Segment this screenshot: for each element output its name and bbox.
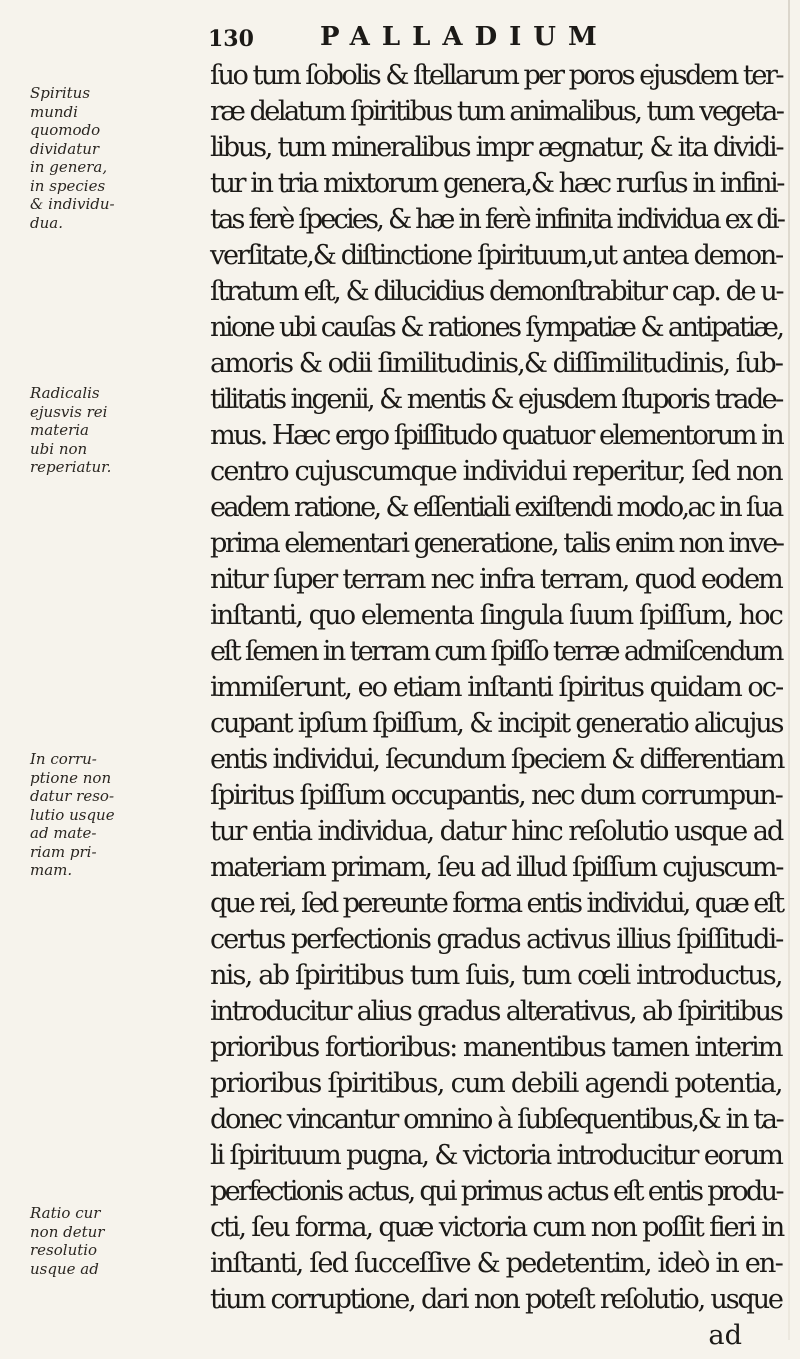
text-line: tilitatis ingenii, & mentis & ejusdem ſtuporis trade- [210, 384, 782, 415]
margin-note-line: Spiritus [30, 84, 91, 102]
margin-note-line: riam pri- [30, 842, 97, 861]
text-line: nis, ab ſpiritibus tum ſuis, tum cœli introductus, [210, 960, 782, 991]
text-line: ſpiritus ſpiſſum occupantis, nec dum corrumpun- [210, 780, 782, 811]
margin-note-line: reperiatur. [30, 458, 112, 476]
margin-note-radicalis [30, 384, 112, 477]
margin-note-line: quomodo [30, 121, 101, 139]
text-line: inſtanti, ſed ſucceſſive & pedetentim, ideò in en- [210, 1248, 782, 1279]
main-text-block [210, 58, 782, 1354]
margin-note-corruptione [30, 750, 115, 880]
text-line: donec vincantur omnino à ſubſequentibus,& in ta- [210, 1104, 783, 1135]
text-line: cti, ſeu forma, quæ victoria cum non poſſit fieri in [210, 1212, 784, 1243]
margin-note-line: in genera, [30, 158, 108, 176]
margin-note-spiritus [30, 84, 115, 232]
margin-note-line: non detur [30, 1222, 105, 1241]
margin-note-line: In corru- [30, 750, 97, 768]
text-line: centro cujuscumque individui reperitur, ſed non [210, 456, 782, 487]
page-number: 130 [208, 26, 254, 52]
text-line: mus. Hæc ergo ſpiſſitudo quatuor elementorum in [210, 420, 783, 451]
margin-note-line: ejusvis rei [30, 402, 108, 421]
text-line: certus perfectionis gradus activus illius ſpiſſitudi- [210, 924, 783, 955]
text-line: ſuo tum ſobolis & ſtellarum per poros ejusdem ter- [210, 60, 783, 91]
text-line: prioribus fortioribus: manentibus tamen interim [210, 1032, 782, 1063]
text-line: perfectionis actus, qui primus actus eſt entis produ- [210, 1176, 782, 1207]
margin-note-line: resolutio [30, 1241, 98, 1259]
text-line: tur in tria mixtorum genera,& hæc rurſus in infini- [210, 168, 784, 199]
text-line: entis individui, ſecundum ſpeciem & differentiam [210, 744, 784, 775]
text-line: eſt ſemen in terram cum ſpiſſo terræ admiſcendum [210, 636, 782, 667]
margin-note-line: & individu- [30, 195, 115, 213]
text-line: nione ubi cauſas & rationes ſympatiæ & antipatiæ, [210, 312, 783, 343]
margin-note-line: dividatur [30, 139, 100, 158]
margin-note-line: lutio usque [30, 805, 115, 824]
text-line: ræ delatum ſpiritibus tum animalibus, tum vegeta- [210, 96, 783, 127]
text-line: prima elementari generatione, talis enim non inve- [210, 528, 783, 559]
text-line: eadem ratione, & eſſentiali exiſtendi modo,ac in ſua [210, 492, 782, 523]
margin-note-line: ptione non [30, 768, 112, 787]
page-edge [788, 0, 790, 1340]
text-line: tas ferè ſpecies, & hæ in ferè infinita individua ex di- [210, 204, 784, 235]
text-line: ad [708, 1320, 742, 1351]
text-line: introducitur alius gradus alterativus, ab ſpiritibus [210, 996, 782, 1027]
margin-note-line: mundi [30, 102, 78, 121]
running-title: PALLADIUM [320, 22, 609, 52]
margin-note-line: datur reso- [30, 787, 115, 805]
margin-note-line: dua. [30, 213, 63, 232]
text-line: libus, tum mineralibus impr ægnatur, & ita dividi- [210, 132, 783, 163]
text-line: que rei, ſed pereunte forma entis individui, quæ eſt [210, 888, 783, 919]
text-line: li ſpirituum pugna, & victoria introducitur eorum [210, 1140, 782, 1171]
running-header [208, 22, 740, 58]
text-line: nitur ſuper terram nec infra terram, quod eodem [210, 564, 782, 595]
text-line: materiam primam, ſeu ad illud ſpiſſum cujuscum- [210, 852, 783, 883]
text-line: inſtanti, quo elementa ſingula ſuum ſpiſſum, hoc [210, 600, 782, 631]
margin-note-line: usque ad [30, 1259, 99, 1278]
margin-note-line: Ratio cur [30, 1204, 101, 1222]
text-line: prioribus ſpiritibus, cum debili agendi potentia, [210, 1068, 782, 1099]
text-line: verſitate,& diſtinctione ſpirituum,ut antea demon- [210, 240, 782, 271]
margin-note-line: Radicalis [30, 384, 100, 402]
margin-note-line: ubi non [30, 439, 88, 458]
text-line: tium corruptione, dari non poteſt reſolutio, usque [210, 1284, 782, 1315]
margin-note-line: mam. [30, 861, 73, 879]
text-line: immiſerunt, eo etiam inſtanti ſpiritus quidam oc- [210, 672, 783, 703]
text-line: tur entia individua, datur hinc reſolutio usque ad [210, 816, 783, 847]
margin-note-line: ad mate- [30, 824, 97, 842]
text-line: amoris & odii ſimilitudinis,& diſſimilitudinis, ſub- [210, 348, 783, 379]
text-line: cupant ipſum ſpiſſum, & incipit generatio alicujus [210, 708, 783, 739]
text-line: ſtratum eſt, & dilucidius demonſtrabitur cap. de u- [210, 276, 783, 307]
margin-note-line: materia [30, 421, 89, 439]
margin-note-ratio [30, 1204, 105, 1278]
margin-note-line: in species [30, 176, 106, 195]
